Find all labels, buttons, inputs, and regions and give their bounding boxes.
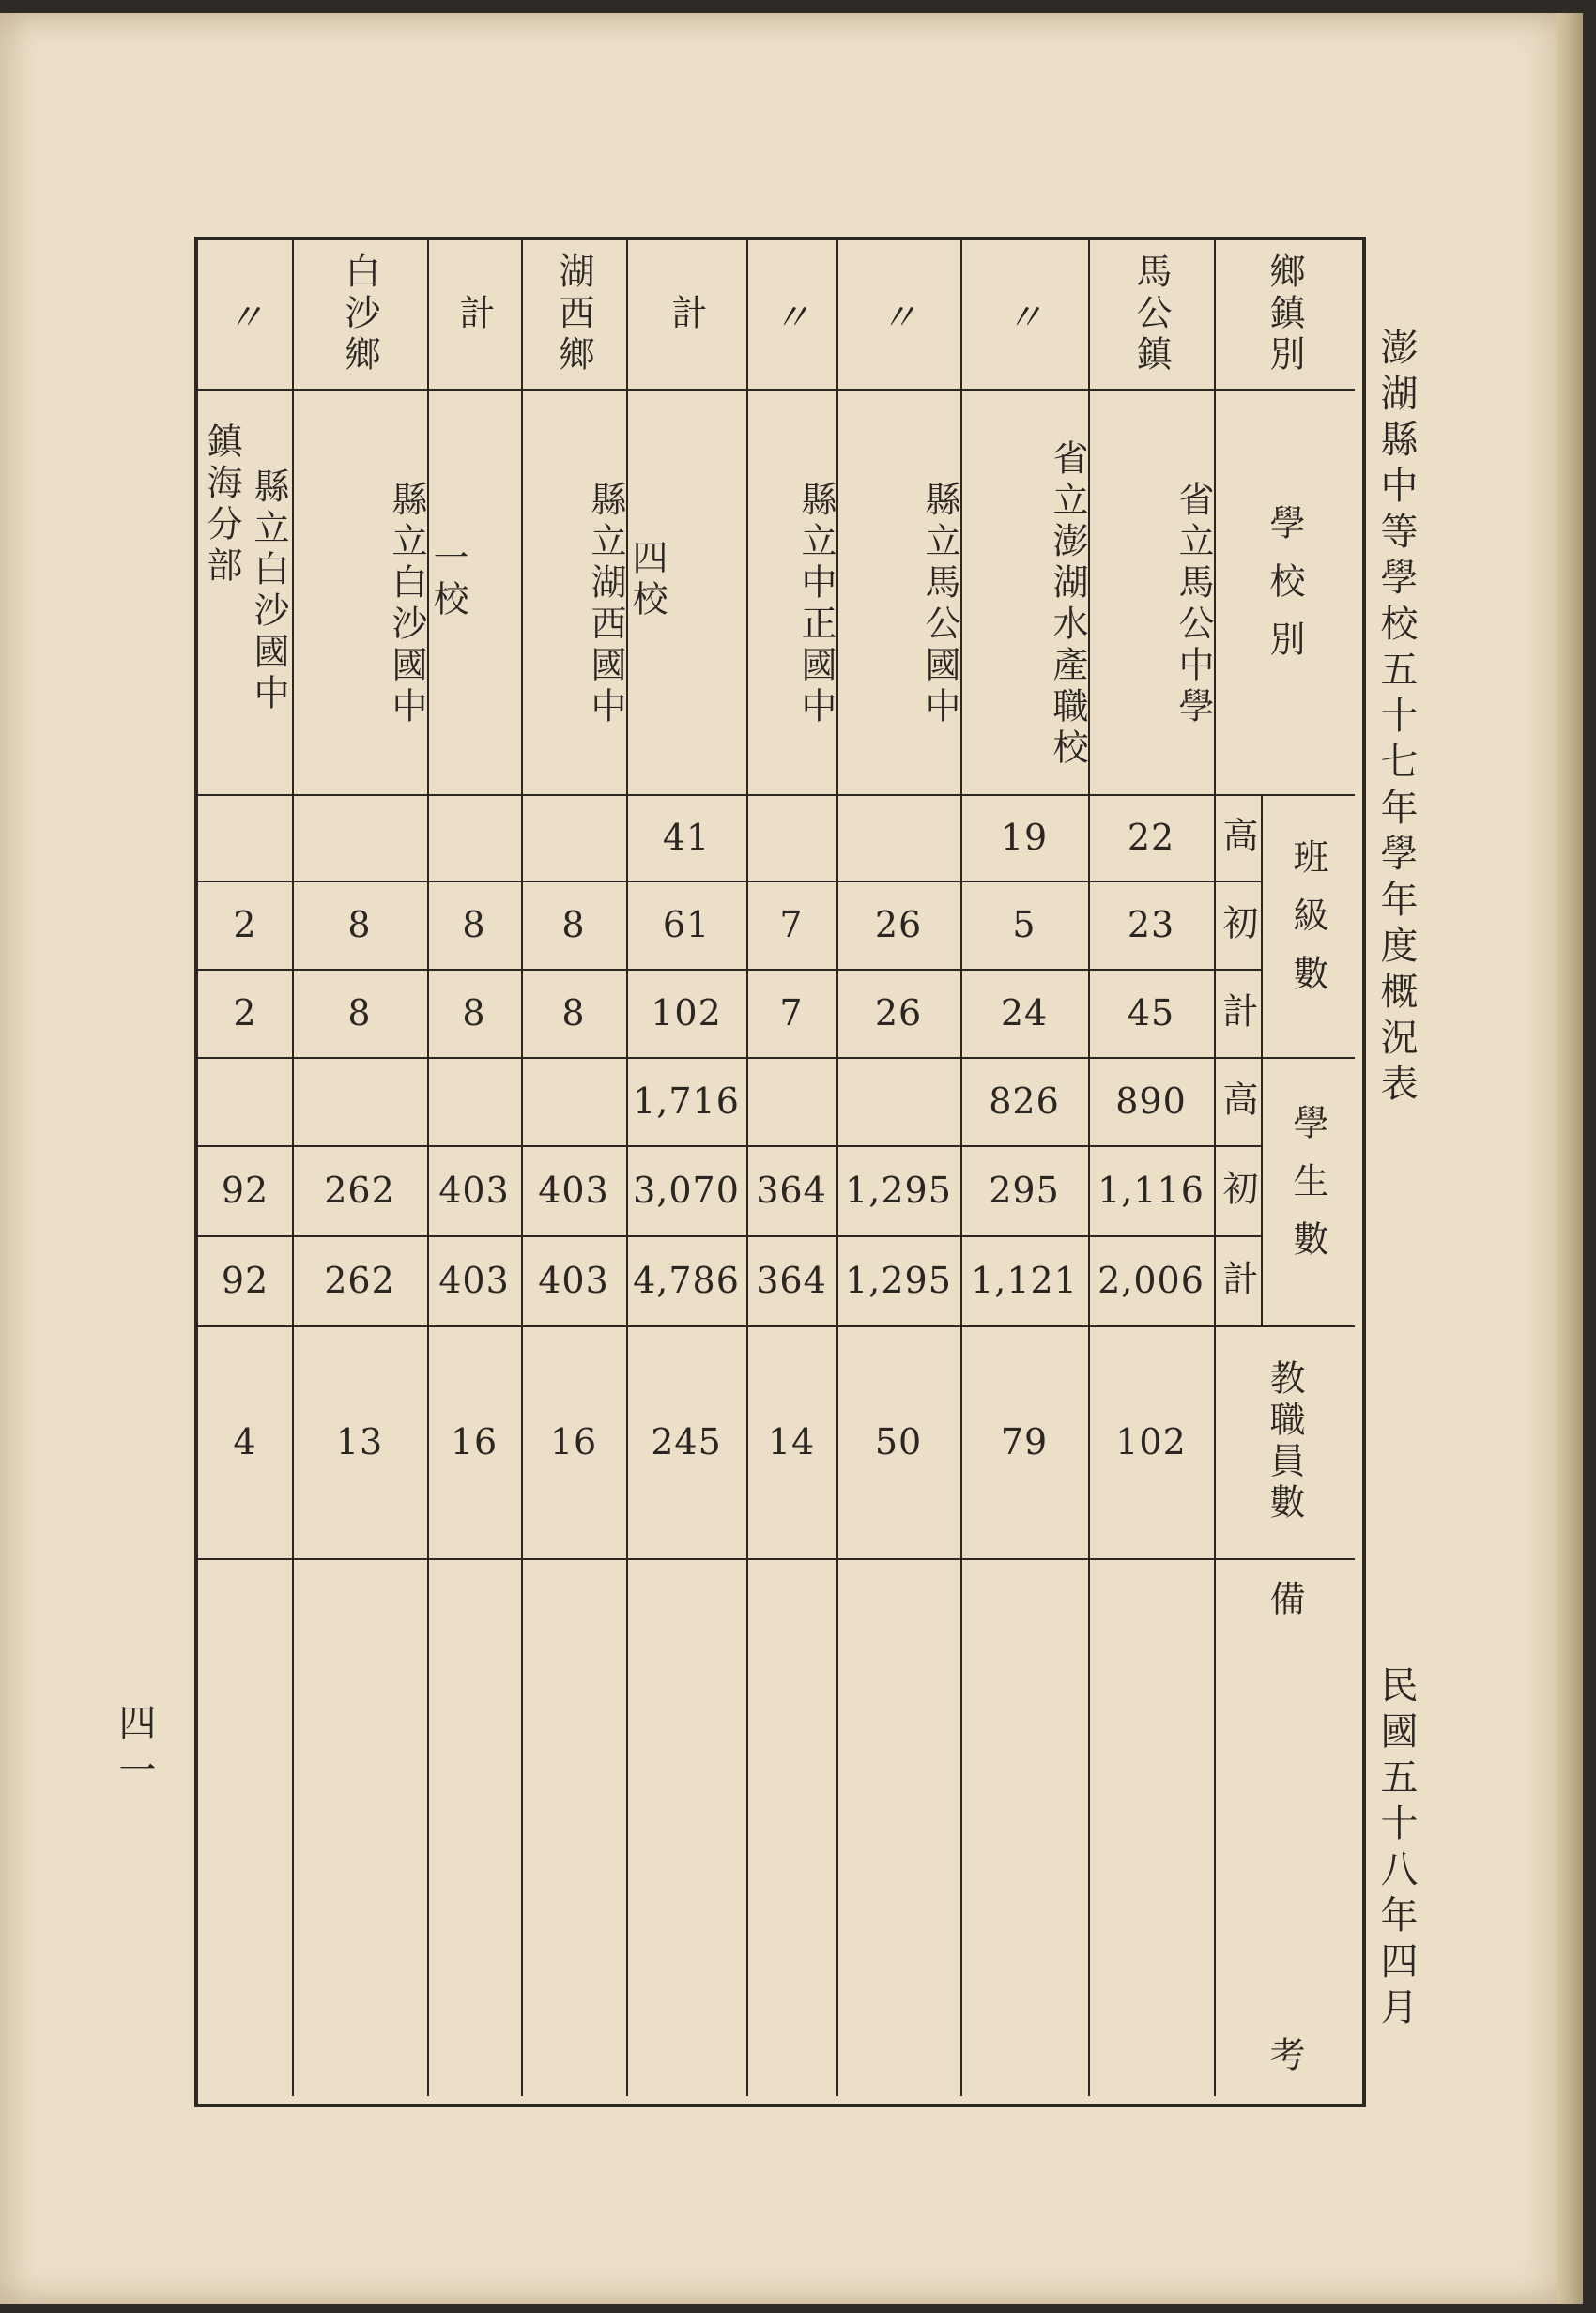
school-cell: 省立馬公中學 <box>1173 481 1214 728</box>
cls-lo-cell: 8 <box>462 904 486 945</box>
cls-lo-cell: 23 <box>1127 904 1175 945</box>
header-classes: 班級數 <box>1287 838 1328 1013</box>
cls-tot-cell: 24 <box>1000 992 1049 1034</box>
stu-lo-cell: 403 <box>438 1170 510 1211</box>
cls-tot-cell: 45 <box>1127 992 1175 1034</box>
stu-tot-cell: 2,006 <box>1097 1260 1205 1301</box>
stu-hi-cell <box>836 1057 960 1145</box>
stu-lo-cell: 262 <box>324 1170 395 1211</box>
school-name-line: 鎮海分部 <box>201 422 242 588</box>
stu-hi-cell <box>427 1057 521 1145</box>
cls-tot-cell: 8 <box>462 992 486 1034</box>
header-class-junior: 初 <box>1217 904 1258 945</box>
cls-hi-cell: 22 <box>1127 817 1175 858</box>
township-cell: 馬公鎮 <box>1130 253 1172 376</box>
header-students: 學生數 <box>1287 1104 1328 1279</box>
staff-cell: 4 <box>233 1421 257 1463</box>
staff-cell: 79 <box>1000 1421 1049 1463</box>
school-cell: 省立澎湖水產職校 <box>1047 439 1088 770</box>
stu-hi-cell <box>292 1057 427 1145</box>
school-cell: 四校 <box>626 539 668 621</box>
cls-lo-cell: 5 <box>1012 904 1036 945</box>
stu-tot-cell: 1,295 <box>845 1260 952 1301</box>
township-cell: 〃 <box>226 296 264 340</box>
stu-lo-cell: 295 <box>989 1170 1060 1211</box>
cls-hi-cell: 19 <box>1000 817 1049 858</box>
stu-hi-cell <box>521 1057 626 1145</box>
statistics-table <box>194 237 1366 2107</box>
school-cell: 一校 <box>427 539 468 621</box>
cls-lo-cell: 8 <box>347 904 372 945</box>
stu-tot-cell: 262 <box>324 1260 395 1301</box>
cls-tot-cell: 8 <box>347 992 372 1034</box>
header-class-total: 計 <box>1217 992 1258 1034</box>
cls-tot-cell: 2 <box>233 992 257 1034</box>
header-township: 鄉鎮別 <box>1264 253 1305 376</box>
stu-tot-cell: 1,121 <box>971 1260 1078 1301</box>
staff-cell: 14 <box>767 1421 816 1463</box>
header-teachers: 教職員數 <box>1264 1359 1305 1524</box>
header-school: 學校別 <box>1264 504 1305 679</box>
school-cell: 縣立中正國中 <box>795 481 836 728</box>
publication-date: 民國五十八年四月 <box>1374 1665 1418 2033</box>
cls-lo-cell: 26 <box>874 904 923 945</box>
township-cell: 湖西鄉 <box>553 253 594 376</box>
page-edge <box>1557 13 1583 2304</box>
cls-hi-cell <box>746 794 836 881</box>
cls-hi-cell <box>836 794 960 881</box>
cls-lo-cell: 61 <box>662 904 711 945</box>
page-title: 澎湖縣中等學校五十七年學年度概況表 <box>1374 328 1418 1110</box>
stu-lo-cell: 364 <box>756 1170 827 1211</box>
stu-hi-cell: 826 <box>989 1080 1060 1122</box>
header-student-junior: 初 <box>1217 1170 1258 1211</box>
header-student-senior: 高 <box>1217 1080 1258 1122</box>
stu-tot-cell: 4,786 <box>633 1260 740 1301</box>
document-page <box>0 13 1583 2304</box>
staff-cell: 102 <box>1115 1421 1187 1463</box>
stu-hi-cell: 890 <box>1115 1080 1187 1122</box>
staff-cell: 16 <box>450 1421 499 1463</box>
school-cell: 縣立白沙國中 <box>386 481 427 728</box>
staff-cell: 13 <box>335 1421 384 1463</box>
cls-hi-cell <box>292 794 427 881</box>
cls-hi-cell <box>198 794 292 881</box>
stu-lo-cell: 403 <box>538 1170 609 1211</box>
school-cell <box>198 389 292 794</box>
header-remarks-bottom: 考 <box>1264 2036 1305 2077</box>
stu-lo-cell: 1,295 <box>845 1170 952 1211</box>
stu-lo-cell: 92 <box>221 1170 269 1211</box>
cls-lo-cell: 8 <box>561 904 586 945</box>
township-cell: 〃 <box>880 296 917 340</box>
stu-tot-cell: 364 <box>756 1260 827 1301</box>
school-name-line: 縣立白沙國中 <box>248 467 289 715</box>
school-cell: 縣立馬公國中 <box>919 481 960 728</box>
header-class-senior: 高 <box>1217 817 1258 858</box>
staff-cell: 50 <box>874 1421 923 1463</box>
stu-tot-cell: 403 <box>538 1260 609 1301</box>
cls-lo-cell: 7 <box>779 904 804 945</box>
staff-cell: 16 <box>549 1421 598 1463</box>
header-student-total: 計 <box>1217 1260 1258 1301</box>
township-cell: 〃 <box>773 296 810 340</box>
township-cell: 〃 <box>1005 296 1043 340</box>
cls-hi-cell <box>427 794 521 881</box>
stu-hi-cell <box>746 1057 836 1145</box>
township-cell: 計 <box>453 294 495 335</box>
cls-hi-cell <box>521 794 626 881</box>
page-number: 四一 <box>113 1703 156 1797</box>
cls-hi-cell: 41 <box>662 817 711 858</box>
stu-lo-cell: 1,116 <box>1097 1170 1205 1211</box>
stu-hi-cell <box>198 1057 292 1145</box>
cls-tot-cell: 8 <box>561 992 586 1034</box>
cls-lo-cell: 2 <box>233 904 257 945</box>
stu-tot-cell: 92 <box>221 1260 269 1301</box>
cls-tot-cell: 7 <box>779 992 804 1034</box>
stu-hi-cell: 1,716 <box>633 1080 740 1122</box>
staff-cell: 245 <box>651 1421 722 1463</box>
township-cell: 白沙鄉 <box>339 253 380 376</box>
stu-lo-cell: 3,070 <box>633 1170 740 1211</box>
township-cell: 計 <box>666 294 707 335</box>
header-remarks-top: 備 <box>1264 1580 1305 1621</box>
school-cell: 縣立湖西國中 <box>585 481 626 728</box>
cls-tot-cell: 102 <box>651 992 722 1034</box>
stu-tot-cell: 403 <box>438 1260 510 1301</box>
cls-tot-cell: 26 <box>874 992 923 1034</box>
